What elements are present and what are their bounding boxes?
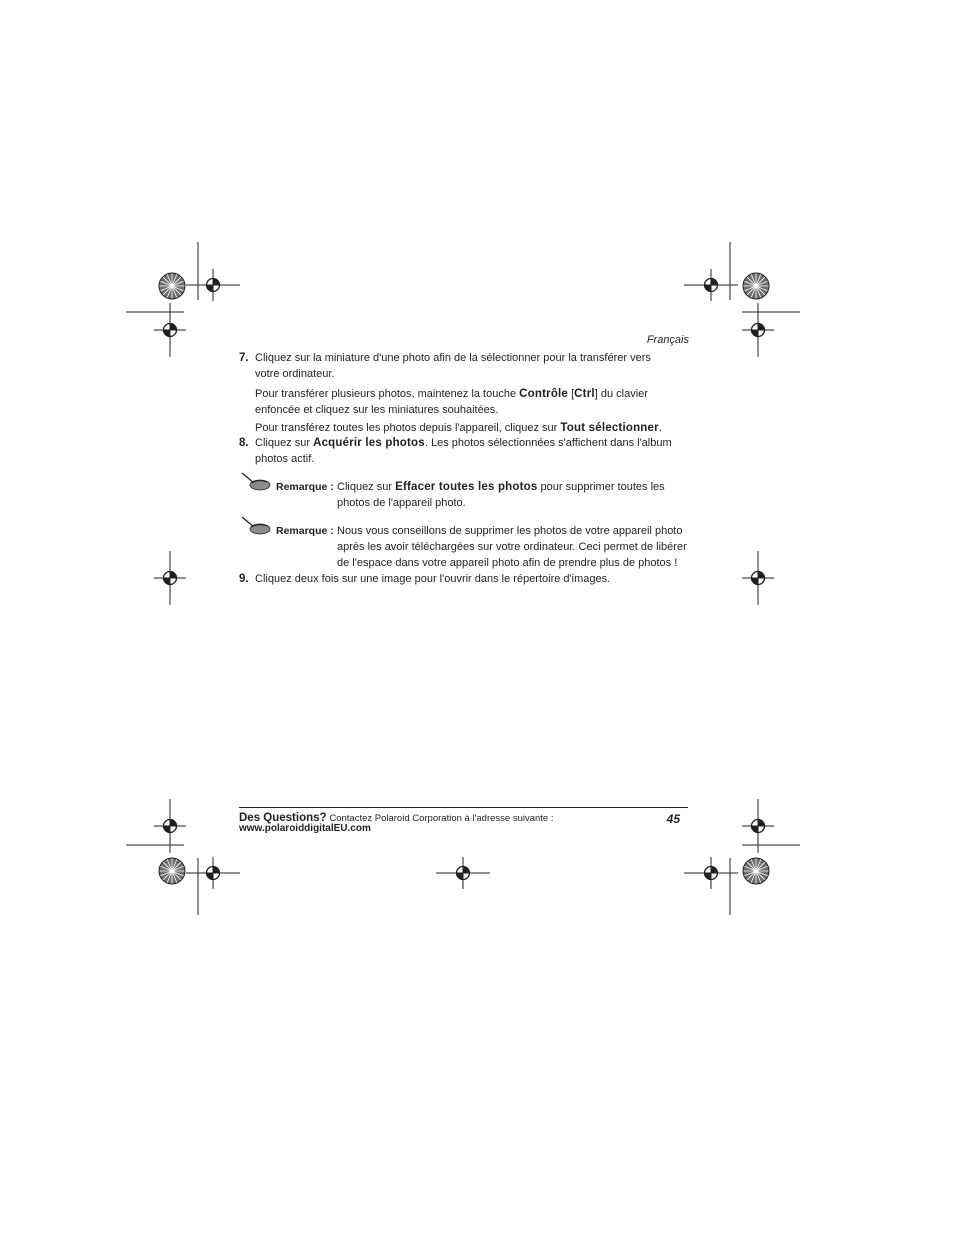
starburst-target-icon	[159, 858, 185, 884]
footer-contact: Contactez Polaroid Corporation à l'adresse suivante :	[329, 813, 554, 824]
step-number: 7.	[239, 352, 249, 364]
step-number: 8.	[239, 437, 249, 449]
command-name: Effacer toutes les photos	[395, 481, 538, 493]
step-text: Cliquez sur Acquérir les photos. Les photos sélectionnées s'affichent dans l'album photos actif.	[255, 437, 672, 465]
command-name: Acquérir les photos	[313, 437, 425, 449]
starburst-target-icon	[743, 273, 769, 299]
registration-mark-icon	[436, 857, 490, 889]
step-text: Cliquez deux fois sur une image pour l'ouvrir dans le répertoire d'images.	[255, 573, 611, 585]
note-label: Remarque :	[276, 525, 334, 537]
step-8	[239, 435, 699, 469]
step-paragraph: Pour transférez toutes les photos depuis l'appareil, cliquez sur Tout sélectionner.	[255, 422, 662, 434]
command-name: Tout sélectionner	[560, 422, 659, 434]
registration-mark-icon	[742, 303, 774, 357]
footer-question: Des Questions?	[239, 812, 327, 824]
starburst-target-icon	[159, 273, 185, 299]
key-name: Ctrl	[574, 388, 595, 400]
registration-mark-icon	[186, 857, 240, 889]
note-text: Nous vous conseillons de supprimer les photos de votre appareil photo après les avoir téléchargées sur votre ordinateur. Ceci permet de libérer de l'espace dans votre appareil photo afin de prendre plus de photos !	[337, 525, 687, 569]
page-number: 45	[666, 812, 680, 826]
note-label: Remarque :	[276, 481, 334, 493]
step-7	[239, 350, 699, 438]
registration-mark-icon	[186, 269, 240, 301]
pointing-hand-icon	[240, 471, 274, 493]
footer-url[interactable]: www.polaroiddigitalEU.com	[239, 823, 371, 834]
note	[240, 523, 690, 573]
pointing-hand-icon	[240, 515, 274, 537]
page-footer	[239, 812, 688, 834]
step-text: Cliquez sur la miniature d'une photo afin de la sélectionner pour la transférer vers votre ordinateur.	[255, 352, 651, 380]
note-text: Cliquez sur Effacer toutes les photos pour supprimer toutes les photos de l'appareil photo.	[337, 481, 665, 509]
note	[240, 479, 690, 513]
key-name: Contrôle	[519, 388, 569, 400]
language-label: Français	[646, 334, 689, 346]
registration-mark-icon	[742, 551, 774, 605]
registration-mark-icon	[154, 551, 186, 605]
step-paragraph: Pour transférer plusieurs photos, maintenez la touche Contrôle [Ctrl] du clavier enfoncée et cliquez sur les miniatures souhaitées.	[255, 388, 648, 416]
step-number: 9.	[239, 573, 249, 585]
registration-mark-icon	[154, 303, 186, 357]
starburst-target-icon	[743, 858, 769, 884]
step-9	[239, 571, 699, 589]
footer-divider	[239, 807, 688, 808]
